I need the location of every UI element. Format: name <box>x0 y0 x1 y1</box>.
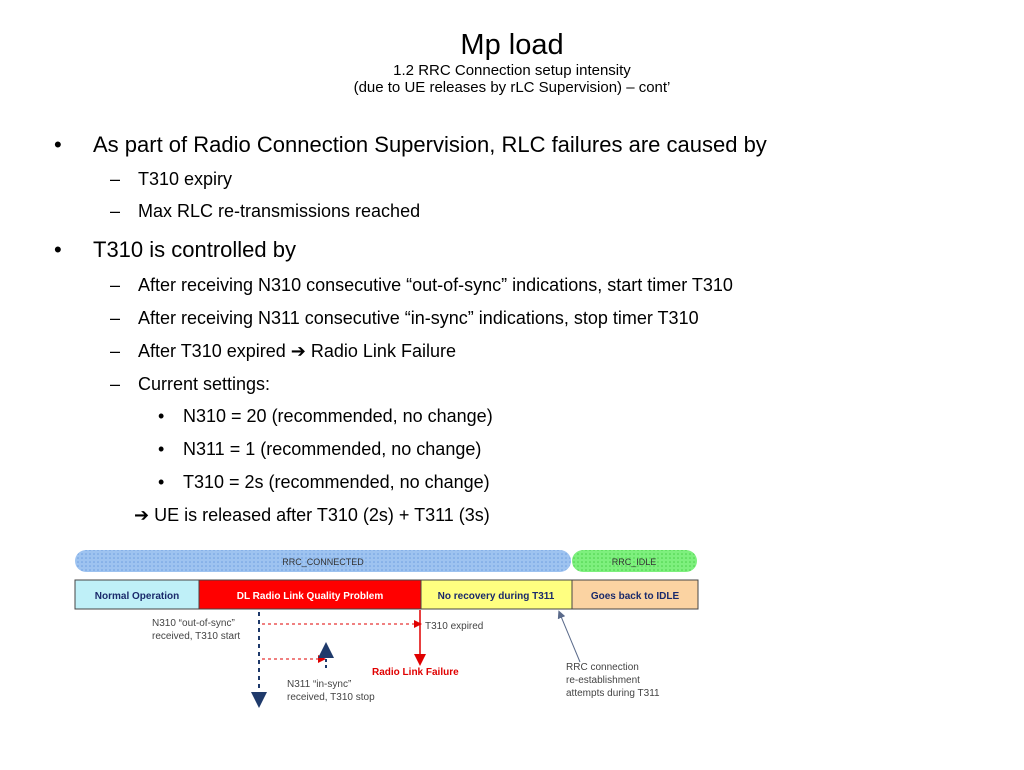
slide-subtitle-line2: (due to UE releases by rLC Supervision) – cont’ <box>353 79 671 96</box>
bullet-marker: • <box>54 237 62 262</box>
arrow-right-icon: ➔ <box>290 341 306 362</box>
slide-title: Mp load <box>460 29 564 61</box>
note-out-of-sync-line2: received, T310 start <box>152 631 241 642</box>
bullet-marker: • <box>158 472 165 492</box>
phase-normal-label: Normal Operation <box>94 591 180 602</box>
state-connected-label: RRC_CONNECTED <box>282 557 364 567</box>
note-t310-expired: T310 expired <box>425 621 484 632</box>
phase-norecovery-label: No recovery during T311 <box>437 591 555 602</box>
title-block <box>0 28 1024 96</box>
phase-goes-idle <box>572 580 698 609</box>
dash-marker: – <box>110 341 121 361</box>
dash-marker: – <box>110 374 121 394</box>
setting-text: N310 = 20 (recommended, no change) <box>183 406 493 426</box>
rrc-reestablishment-arrow <box>560 614 580 662</box>
state-connected-bar <box>75 550 571 572</box>
dash-marker: – <box>110 201 121 221</box>
setting-text: T310 = 2s (recommended, no change) <box>183 472 490 492</box>
bullet-text: T310 is controlled by <box>93 237 296 262</box>
bullet-marker: • <box>54 132 62 157</box>
dash-marker: – <box>110 169 121 189</box>
note-radio-link-failure: Radio Link Failure <box>372 667 459 678</box>
dash-marker: – <box>110 308 121 328</box>
phase-normal <box>75 580 199 609</box>
state-idle-bar <box>572 550 697 572</box>
phase-problem <box>199 580 421 609</box>
setting-text: N311 = 1 (recommended, no change) <box>183 439 482 459</box>
note-rrc-line1: RRC connection <box>566 662 639 673</box>
sub-bullet-text-post: Radio Link Failure <box>310 341 456 361</box>
bullet-marker: • <box>158 406 165 426</box>
conclusion-text: UE is released after T310 (2s) + T311 (3s) <box>154 505 490 525</box>
arrow-right-icon: ➔ <box>134 505 150 526</box>
sub-bullet-text: After receiving N311 consecutive “in-sync” indications, stop timer T310 <box>138 308 699 328</box>
phase-goes-idle-label: Goes back to IDLE <box>590 591 680 602</box>
sub-bullet-text <box>138 341 456 362</box>
dash-marker: – <box>110 275 121 295</box>
sub-bullet-text-pre: After T310 expired <box>138 341 286 361</box>
note-in-sync-line1: N311 “in-sync” <box>287 679 352 690</box>
note-out-of-sync-line1: N310 “out-of-sync” <box>152 618 235 629</box>
sub-bullet-text: Current settings: <box>138 374 271 394</box>
phase-problem-label: DL Radio Link Quality Problem <box>236 591 384 602</box>
rlf-timeline-diagram <box>0 540 1024 770</box>
slide-subtitle-line1: 1.2 RRC Connection setup intensity <box>393 62 631 79</box>
sub-bullet-text: T310 expiry <box>138 169 233 189</box>
sub-bullet-text: After receiving N310 consecutive “out-of-sync” indications, start timer T310 <box>138 275 733 295</box>
note-rrc-line2: re-establishment <box>566 675 640 686</box>
sub-bullet-text: Max RLC re-transmissions reached <box>138 201 421 221</box>
bullet-marker: • <box>158 439 165 459</box>
state-idle-label: RRC_IDLE <box>611 557 657 567</box>
conclusion-line <box>134 505 490 526</box>
note-in-sync-line2: received, T310 stop <box>287 692 375 703</box>
bullet-text: As part of Radio Connection Supervision, RLC failures are caused by <box>93 132 767 157</box>
phase-norecovery <box>421 580 572 609</box>
note-rrc-line3: attempts during T311 <box>566 688 660 699</box>
